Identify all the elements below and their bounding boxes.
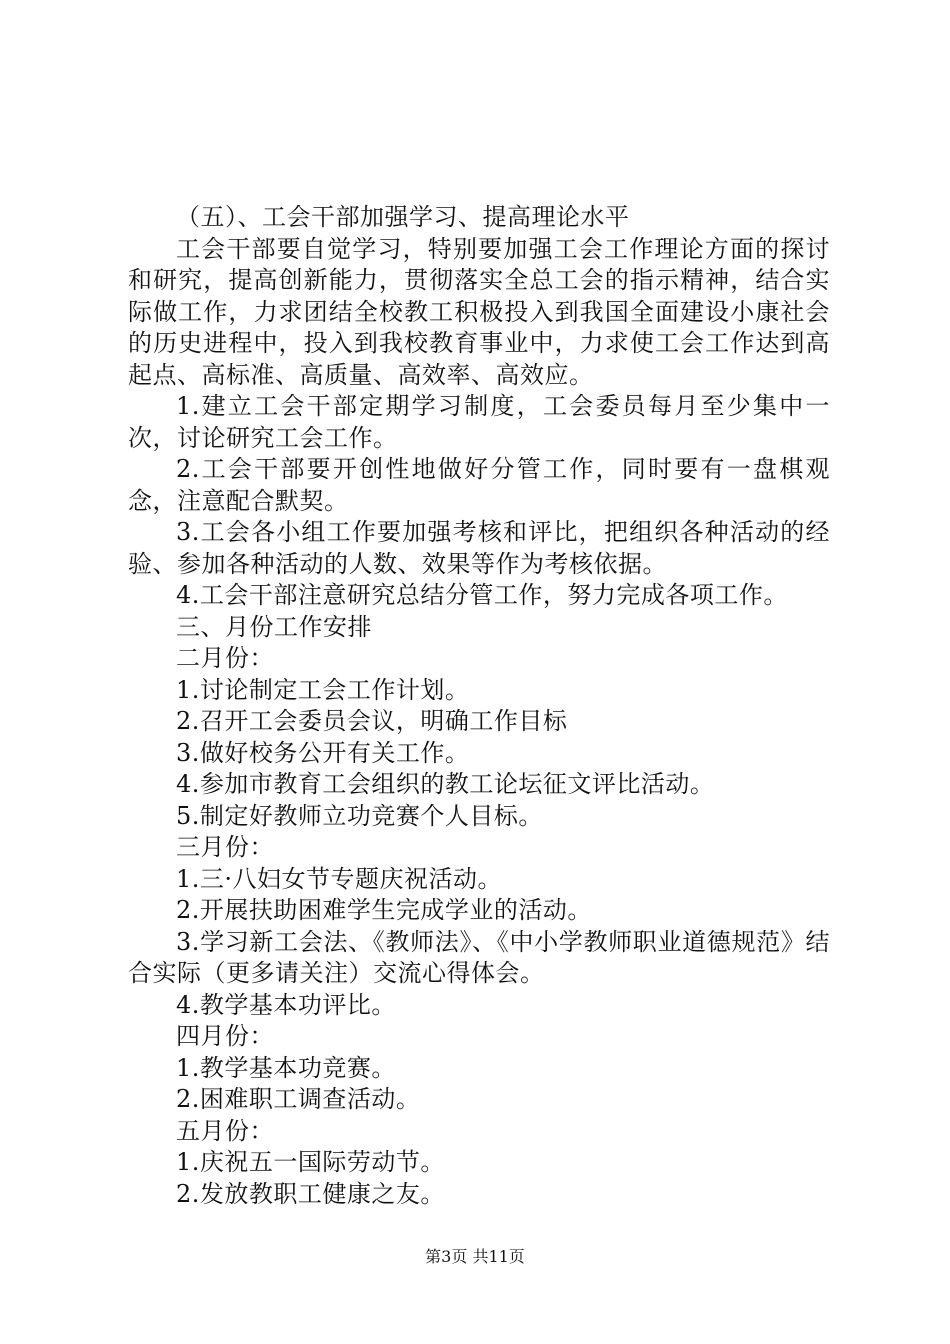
month-heading: 三月份： (176, 833, 274, 861)
list-item: 1.讨论制定工会工作计划。 (176, 675, 470, 704)
list-item: 1.庆祝五一国际劳动节。 (176, 1148, 445, 1176)
list-item: 1.教学基本功竞赛。 (176, 1053, 396, 1082)
month-heading: 五月份： (176, 1116, 274, 1145)
document-body (128, 202, 830, 1210)
list-item: 3.工会各小组工作要加强考核和评比，把组织各种活动的经验、参加各种活动的人数、效果等作为考核依据。 (128, 518, 830, 578)
month-heading: 四月份： (176, 1022, 274, 1050)
list-item: 2.召开工会委员会议，明确工作目标 (176, 707, 568, 735)
body-paragraph: 工会干部要自觉学习，特别要加强工会工作理论方面的探讨和研究，提高创新能力，贯彻落实全总工会的指示精神，结合实际做工作，力求团结全校教工积极投入到我国全面建设小康社会的历史进程中，投入到我校教育事业中，力求使工会工作达到高起点、高标准、高质量、高效率、高效应。 (128, 234, 830, 389)
list-item: 2.开展扶助困难学生完成学业的活动。 (176, 896, 592, 924)
list-item: 3.学习新工会法、《教师法》、《中小学教师职业道德规范》结合实际（更多请关注）交流心得体会。 (128, 927, 830, 987)
list-item: 2.困难职工调查活动。 (176, 1085, 421, 1113)
page-number-footer: 第3页 共11页 (425, 1247, 525, 1266)
section-heading: （五）、工会干部加强学习、提高理论水平 (176, 203, 630, 231)
list-item: 2.工会干部要开创性地做好分管工作，同时要有一盘棋观念，注意配合默契。 (128, 455, 830, 515)
list-item: 4.教学基本功评比。 (176, 990, 396, 1019)
list-item: 2.发放教职工健康之友。 (176, 1179, 445, 1208)
list-item: 4.参加市教育工会组织的教工论坛征文评比活动。 (176, 770, 715, 798)
list-item: 1.建立工会干部定期学习制度，工会委员每月至少集中一次，讨论研究工会工作。 (128, 392, 830, 452)
month-heading: 二月份： (176, 644, 274, 672)
list-item: 5.制定好教师立功竞赛个人目标。 (176, 801, 543, 830)
list-item: 3.做好校务公开有关工作。 (176, 738, 470, 767)
section-heading: 三、月份工作安排 (176, 612, 372, 641)
list-item: 4.工会干部注意研究总结分管工作，努力完成各项工作。 (176, 581, 788, 609)
list-item: 1.三·八妇女节专题庆祝活动。 (176, 864, 503, 893)
